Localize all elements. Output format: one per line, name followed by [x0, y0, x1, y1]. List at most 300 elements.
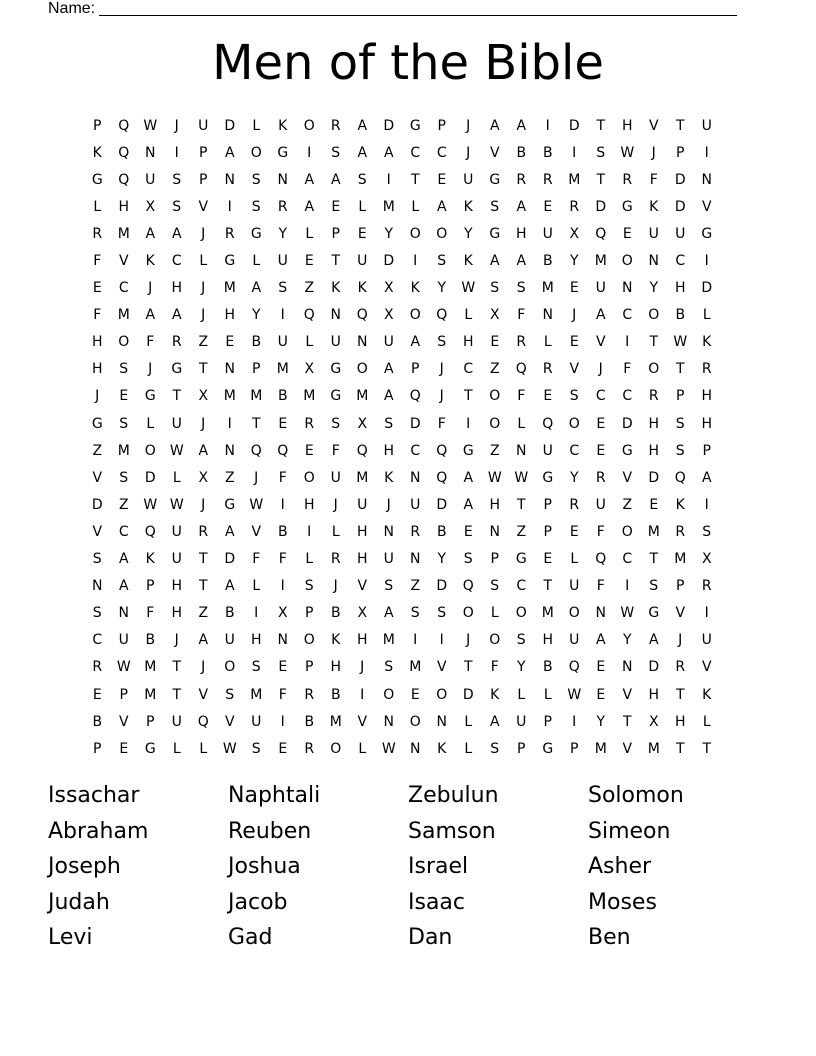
grid-letter: L: [464, 307, 473, 324]
grid-letter: M: [382, 632, 395, 649]
grid-letter: S: [490, 578, 500, 595]
grid-letter: V: [92, 469, 103, 486]
grid-letter: L: [305, 334, 314, 351]
grid-letter: H: [356, 632, 368, 649]
grid-letter: A: [516, 253, 527, 270]
grid-letter: T: [172, 659, 182, 676]
grid-letter: E: [569, 523, 579, 540]
grid-letter: Z: [410, 578, 421, 595]
grid-letter: H: [648, 686, 660, 703]
grid-letter: R: [92, 225, 103, 242]
grid-letter: D: [409, 415, 421, 432]
grid-letter: E: [304, 442, 314, 459]
grid-letter: N: [516, 442, 527, 459]
grid-letter: F: [146, 605, 155, 622]
word-list-item: Solomon: [588, 783, 684, 808]
grid-letter: L: [543, 686, 552, 703]
grid-letter: A: [304, 171, 315, 188]
grid-letter: E: [119, 388, 129, 405]
grid-letter: L: [199, 253, 208, 270]
grid-letter: I: [280, 496, 285, 513]
grid-letter: M: [250, 388, 263, 405]
grid-letter: H: [330, 659, 342, 676]
grid-letter: Q: [197, 713, 209, 730]
grid-letter: O: [489, 415, 501, 432]
grid-letter: Y: [569, 253, 579, 270]
grid-letter: V: [622, 740, 633, 757]
grid-letter: O: [383, 686, 395, 703]
grid-letter: Y: [437, 280, 447, 297]
grid-letter: S: [172, 171, 182, 188]
word-list: [48, 778, 768, 956]
grid-letter: A: [118, 551, 129, 568]
grid-letter: V: [675, 605, 686, 622]
grid-letter: Q: [515, 361, 527, 378]
grid-letter: T: [198, 551, 208, 568]
grid-letter: C: [118, 280, 129, 297]
grid-letter: U: [357, 253, 368, 270]
grid-letter: H: [701, 388, 713, 405]
grid-letter: A: [118, 578, 129, 595]
grid-letter: P: [305, 605, 314, 622]
grid-letter: L: [305, 551, 314, 568]
grid-letter: W: [249, 496, 264, 513]
grid-letter: W: [620, 144, 635, 161]
grid-letter: K: [145, 551, 155, 568]
grid-row: [84, 247, 732, 274]
grid-letter: N: [357, 334, 368, 351]
grid-letter: X: [383, 307, 394, 324]
grid-letter: E: [92, 280, 102, 297]
grid-letter: M: [250, 686, 263, 703]
grid-letter: L: [331, 523, 340, 540]
grid-letter: U: [569, 632, 580, 649]
grid-letter: Q: [409, 388, 421, 405]
grid-letter: N: [410, 469, 421, 486]
grid-letter: M: [674, 551, 687, 568]
grid-letter: I: [466, 415, 471, 432]
grid-letter: E: [543, 551, 553, 568]
grid-letter: W: [620, 605, 635, 622]
grid-letter: M: [276, 361, 289, 378]
grid-letter: A: [171, 225, 182, 242]
grid-letter: H: [542, 632, 554, 649]
grid-letter: I: [174, 144, 179, 161]
grid-letter: R: [304, 686, 315, 703]
grid-letter: Q: [303, 307, 315, 324]
grid-letter: S: [251, 659, 261, 676]
grid-letter: A: [436, 198, 447, 215]
grid-letter: G: [277, 144, 289, 161]
grid-letter: B: [542, 253, 553, 270]
grid-letter: V: [118, 713, 129, 730]
grid-letter: H: [91, 361, 103, 378]
grid-letter: S: [119, 415, 129, 432]
grid-letter: R: [701, 361, 712, 378]
grid-letter: O: [144, 442, 156, 459]
grid-letter: G: [542, 469, 554, 486]
grid-letter: S: [119, 469, 129, 486]
grid-letter: G: [489, 225, 501, 242]
grid-letter: C: [171, 253, 182, 270]
grid-letter: S: [251, 198, 261, 215]
grid-letter: K: [490, 686, 500, 703]
grid-letter: V: [436, 659, 447, 676]
grid-letter: P: [411, 361, 420, 378]
grid-letter: I: [280, 307, 285, 324]
grid-row: [84, 275, 732, 302]
grid-letter: U: [569, 578, 580, 595]
grid-letter: C: [92, 632, 103, 649]
grid-letter: U: [648, 225, 659, 242]
grid-letter: F: [331, 442, 340, 459]
grid-letter: N: [330, 307, 341, 324]
grid-letter: P: [490, 551, 499, 568]
grid-letter: P: [543, 713, 552, 730]
grid-letter: T: [198, 578, 208, 595]
grid-letter: V: [251, 523, 262, 540]
grid-letter: U: [595, 496, 606, 513]
grid-letter: O: [648, 361, 660, 378]
grid-letter: Z: [622, 496, 633, 513]
grid-letter: S: [251, 171, 261, 188]
grid-letter: I: [307, 523, 312, 540]
grid-letter: H: [674, 713, 686, 730]
grid-letter: R: [304, 740, 315, 757]
grid-letter: C: [118, 523, 129, 540]
grid-letter: L: [172, 469, 181, 486]
grid-letter: G: [171, 361, 183, 378]
grid-letter: F: [517, 307, 526, 324]
grid-letter: Z: [118, 496, 129, 513]
grid-letter: M: [541, 605, 554, 622]
grid-letter: R: [198, 523, 209, 540]
grid-letter: C: [410, 144, 421, 161]
grid-letter: Q: [144, 523, 156, 540]
word-list-item: Joshua: [228, 854, 301, 880]
grid-letter: L: [146, 415, 155, 432]
grid-letter: G: [489, 171, 501, 188]
grid-letter: A: [330, 171, 341, 188]
grid-letter: P: [543, 523, 552, 540]
grid-letter: H: [648, 442, 660, 459]
grid-letter: E: [622, 225, 632, 242]
grid-letter: X: [357, 415, 368, 432]
grid-letter: S: [172, 198, 182, 215]
grid-letter: B: [330, 605, 341, 622]
grid-letter: A: [463, 496, 474, 513]
grid-letter: W: [487, 469, 502, 486]
grid-letter: D: [674, 198, 686, 215]
grid-letter: J: [466, 117, 471, 134]
grid-letter: D: [224, 551, 236, 568]
grid-letter: R: [516, 334, 527, 351]
grid-letter: P: [676, 388, 685, 405]
grid-letter: N: [277, 171, 288, 188]
grid-letter: A: [224, 144, 235, 161]
grid-letter: Y: [278, 225, 288, 242]
grid-letter: E: [569, 280, 579, 297]
grid-letter: V: [622, 686, 633, 703]
word-list-item: Abraham: [48, 818, 149, 844]
grid-letter: D: [383, 253, 395, 270]
grid-letter: W: [143, 496, 158, 513]
grid-letter: F: [278, 686, 287, 703]
grid-row: [84, 383, 732, 410]
grid-letter: N: [648, 253, 659, 270]
grid-letter: P: [676, 578, 685, 595]
grid-letter: U: [118, 632, 129, 649]
grid-letter: M: [594, 253, 607, 270]
grid-letter: U: [330, 334, 341, 351]
grid-letter: R: [304, 415, 315, 432]
grid-letter: Q: [356, 307, 368, 324]
grid-letter: T: [675, 740, 685, 757]
grid-letter: E: [543, 388, 553, 405]
grid-letter: J: [466, 632, 471, 649]
grid-letter: A: [145, 307, 156, 324]
grid-letter: X: [198, 469, 209, 486]
grid-letter: X: [648, 713, 659, 730]
grid-letter: I: [413, 253, 418, 270]
grid-letter: J: [439, 361, 444, 378]
grid-letter: N: [436, 713, 447, 730]
grid-letter: J: [386, 496, 391, 513]
grid-letter: D: [568, 117, 580, 134]
grid-letter: L: [93, 198, 102, 215]
grid-letter: V: [198, 686, 209, 703]
grid-letter: N: [383, 523, 394, 540]
grid-letter: N: [542, 307, 553, 324]
grid-letter: G: [91, 171, 103, 188]
grid-letter: J: [201, 415, 206, 432]
grid-letter: U: [675, 225, 686, 242]
grid-letter: B: [516, 144, 527, 161]
grid-letter: V: [357, 713, 368, 730]
grid-letter: V: [92, 523, 103, 540]
grid-letter: U: [330, 469, 341, 486]
grid-letter: A: [489, 713, 500, 730]
grid-letter: F: [649, 171, 658, 188]
grid-letter: H: [674, 280, 686, 297]
grid-row: [84, 627, 732, 654]
grid-letter: M: [117, 442, 130, 459]
letter-grid: [84, 112, 732, 762]
grid-letter: L: [702, 713, 711, 730]
grid-letter: D: [462, 686, 474, 703]
grid-letter: S: [357, 171, 367, 188]
grid-letter: N: [118, 605, 129, 622]
grid-letter: G: [330, 388, 342, 405]
grid-letter: G: [330, 361, 342, 378]
grid-letter: D: [91, 496, 103, 513]
grid-letter: K: [675, 496, 685, 513]
grid-letter: V: [118, 253, 129, 270]
grid-letter: W: [567, 686, 582, 703]
grid-letter: C: [436, 144, 447, 161]
word-list-item: Levi: [48, 925, 93, 951]
grid-row: [84, 681, 732, 708]
grid-letter: Z: [92, 442, 103, 459]
grid-letter: E: [304, 253, 314, 270]
grid-letter: H: [356, 523, 368, 540]
grid-letter: J: [439, 388, 444, 405]
grid-letter: Y: [437, 551, 447, 568]
grid-letter: D: [701, 280, 713, 297]
name-field[interactable]: [48, 0, 737, 19]
grid-letter: T: [675, 361, 685, 378]
grid-letter: E: [278, 659, 288, 676]
grid-letter: O: [515, 605, 527, 622]
grid-letter: O: [250, 144, 262, 161]
grid-letter: A: [463, 469, 474, 486]
grid-letter: E: [569, 334, 579, 351]
grid-letter: S: [384, 659, 394, 676]
grid-letter: D: [648, 469, 660, 486]
grid-letter: M: [329, 713, 342, 730]
grid-letter: L: [490, 605, 499, 622]
grid-letter: K: [331, 632, 341, 649]
grid-row: [84, 329, 732, 356]
grid-letter: Q: [674, 469, 686, 486]
grid-letter: R: [648, 388, 659, 405]
grid-letter: I: [439, 632, 444, 649]
grid-letter: K: [357, 280, 367, 297]
grid-letter: S: [569, 388, 579, 405]
word-list-item: Reuben: [228, 818, 312, 844]
grid-letter: P: [570, 740, 579, 757]
grid-letter: N: [622, 659, 633, 676]
grid-letter: N: [595, 605, 606, 622]
grid-letter: G: [542, 740, 554, 757]
grid-letter: X: [198, 388, 209, 405]
grid-letter: W: [116, 659, 131, 676]
grid-letter: B: [330, 686, 341, 703]
grid-letter: R: [224, 225, 235, 242]
grid-letter: T: [172, 388, 182, 405]
grid-letter: E: [649, 496, 659, 513]
grid-letter: O: [303, 632, 315, 649]
grid-letter: L: [172, 740, 181, 757]
grid-letter: X: [304, 361, 315, 378]
grid-letter: T: [596, 117, 606, 134]
grid-letter: M: [117, 307, 130, 324]
grid-letter: Q: [118, 144, 130, 161]
grid-letter: W: [514, 469, 529, 486]
grid-letter: I: [386, 171, 391, 188]
word-list-item: Joseph: [48, 854, 121, 880]
grid-letter: T: [596, 171, 606, 188]
grid-letter: A: [410, 334, 421, 351]
grid-letter: G: [701, 225, 713, 242]
grid-letter: M: [303, 388, 316, 405]
grid-letter: A: [648, 632, 659, 649]
grid-letter: A: [595, 632, 606, 649]
grid-letter: U: [542, 442, 553, 459]
grid-letter: A: [198, 442, 209, 459]
word-list-item: Zebulun: [408, 783, 499, 808]
grid-letter: U: [198, 117, 209, 134]
grid-letter: H: [224, 307, 236, 324]
grid-letter: H: [171, 280, 183, 297]
grid-letter: Y: [569, 469, 579, 486]
grid-letter: Q: [462, 578, 474, 595]
grid-letter: V: [569, 361, 580, 378]
grid-letter: L: [358, 740, 367, 757]
grid-letter: B: [251, 334, 262, 351]
grid-letter: U: [701, 632, 712, 649]
grid-letter: S: [516, 632, 526, 649]
grid-letter: U: [251, 713, 262, 730]
grid-letter: T: [463, 388, 473, 405]
grid-letter: U: [171, 523, 182, 540]
grid-letter: G: [462, 442, 474, 459]
grid-letter: H: [303, 496, 315, 513]
grid-letter: J: [201, 307, 206, 324]
grid-letter: D: [674, 171, 686, 188]
grid-letter: F: [596, 578, 605, 595]
grid-letter: M: [594, 740, 607, 757]
grid-letter: C: [622, 551, 633, 568]
grid-letter: Z: [304, 280, 315, 297]
grid-letter: S: [675, 442, 685, 459]
grid-letter: O: [356, 361, 368, 378]
word-list-item: Israel: [408, 854, 469, 880]
grid-letter: R: [516, 171, 527, 188]
grid-letter: N: [701, 171, 712, 188]
grid-letter: S: [516, 280, 526, 297]
grid-letter: O: [489, 632, 501, 649]
grid-letter: N: [92, 578, 103, 595]
grid-row: [84, 139, 732, 166]
grid-letter: S: [410, 605, 420, 622]
grid-letter: X: [383, 280, 394, 297]
grid-letter: P: [543, 496, 552, 513]
grid-letter: K: [92, 144, 102, 161]
grid-letter: S: [384, 415, 394, 432]
grid-letter: Y: [251, 307, 261, 324]
grid-letter: G: [224, 496, 236, 513]
grid-letter: I: [625, 578, 630, 595]
word-list-item: Samson: [408, 818, 496, 844]
grid-letter: C: [463, 361, 474, 378]
grid-letter: S: [225, 686, 235, 703]
grid-letter: E: [278, 415, 288, 432]
grid-letter: A: [224, 578, 235, 595]
grid-letter: T: [463, 659, 473, 676]
grid-letter: A: [357, 144, 368, 161]
grid-letter: B: [542, 144, 553, 161]
grid-letter: E: [278, 740, 288, 757]
grid-letter: I: [280, 578, 285, 595]
grid-letter: X: [145, 198, 156, 215]
grid-letter: E: [331, 198, 341, 215]
grid-letter: S: [92, 605, 102, 622]
grid-letter: Q: [118, 117, 130, 134]
grid-letter: J: [148, 280, 153, 297]
grid-letter: S: [490, 198, 500, 215]
grid-letter: B: [675, 307, 686, 324]
grid-letter: T: [251, 415, 261, 432]
name-underline[interactable]: [99, 14, 737, 16]
grid-letter: S: [437, 334, 447, 351]
grid-letter: K: [384, 469, 394, 486]
grid-letter: Q: [595, 551, 607, 568]
grid-letter: U: [383, 334, 394, 351]
grid-letter: M: [223, 280, 236, 297]
grid-letter: L: [358, 198, 367, 215]
grid-letter: R: [701, 578, 712, 595]
